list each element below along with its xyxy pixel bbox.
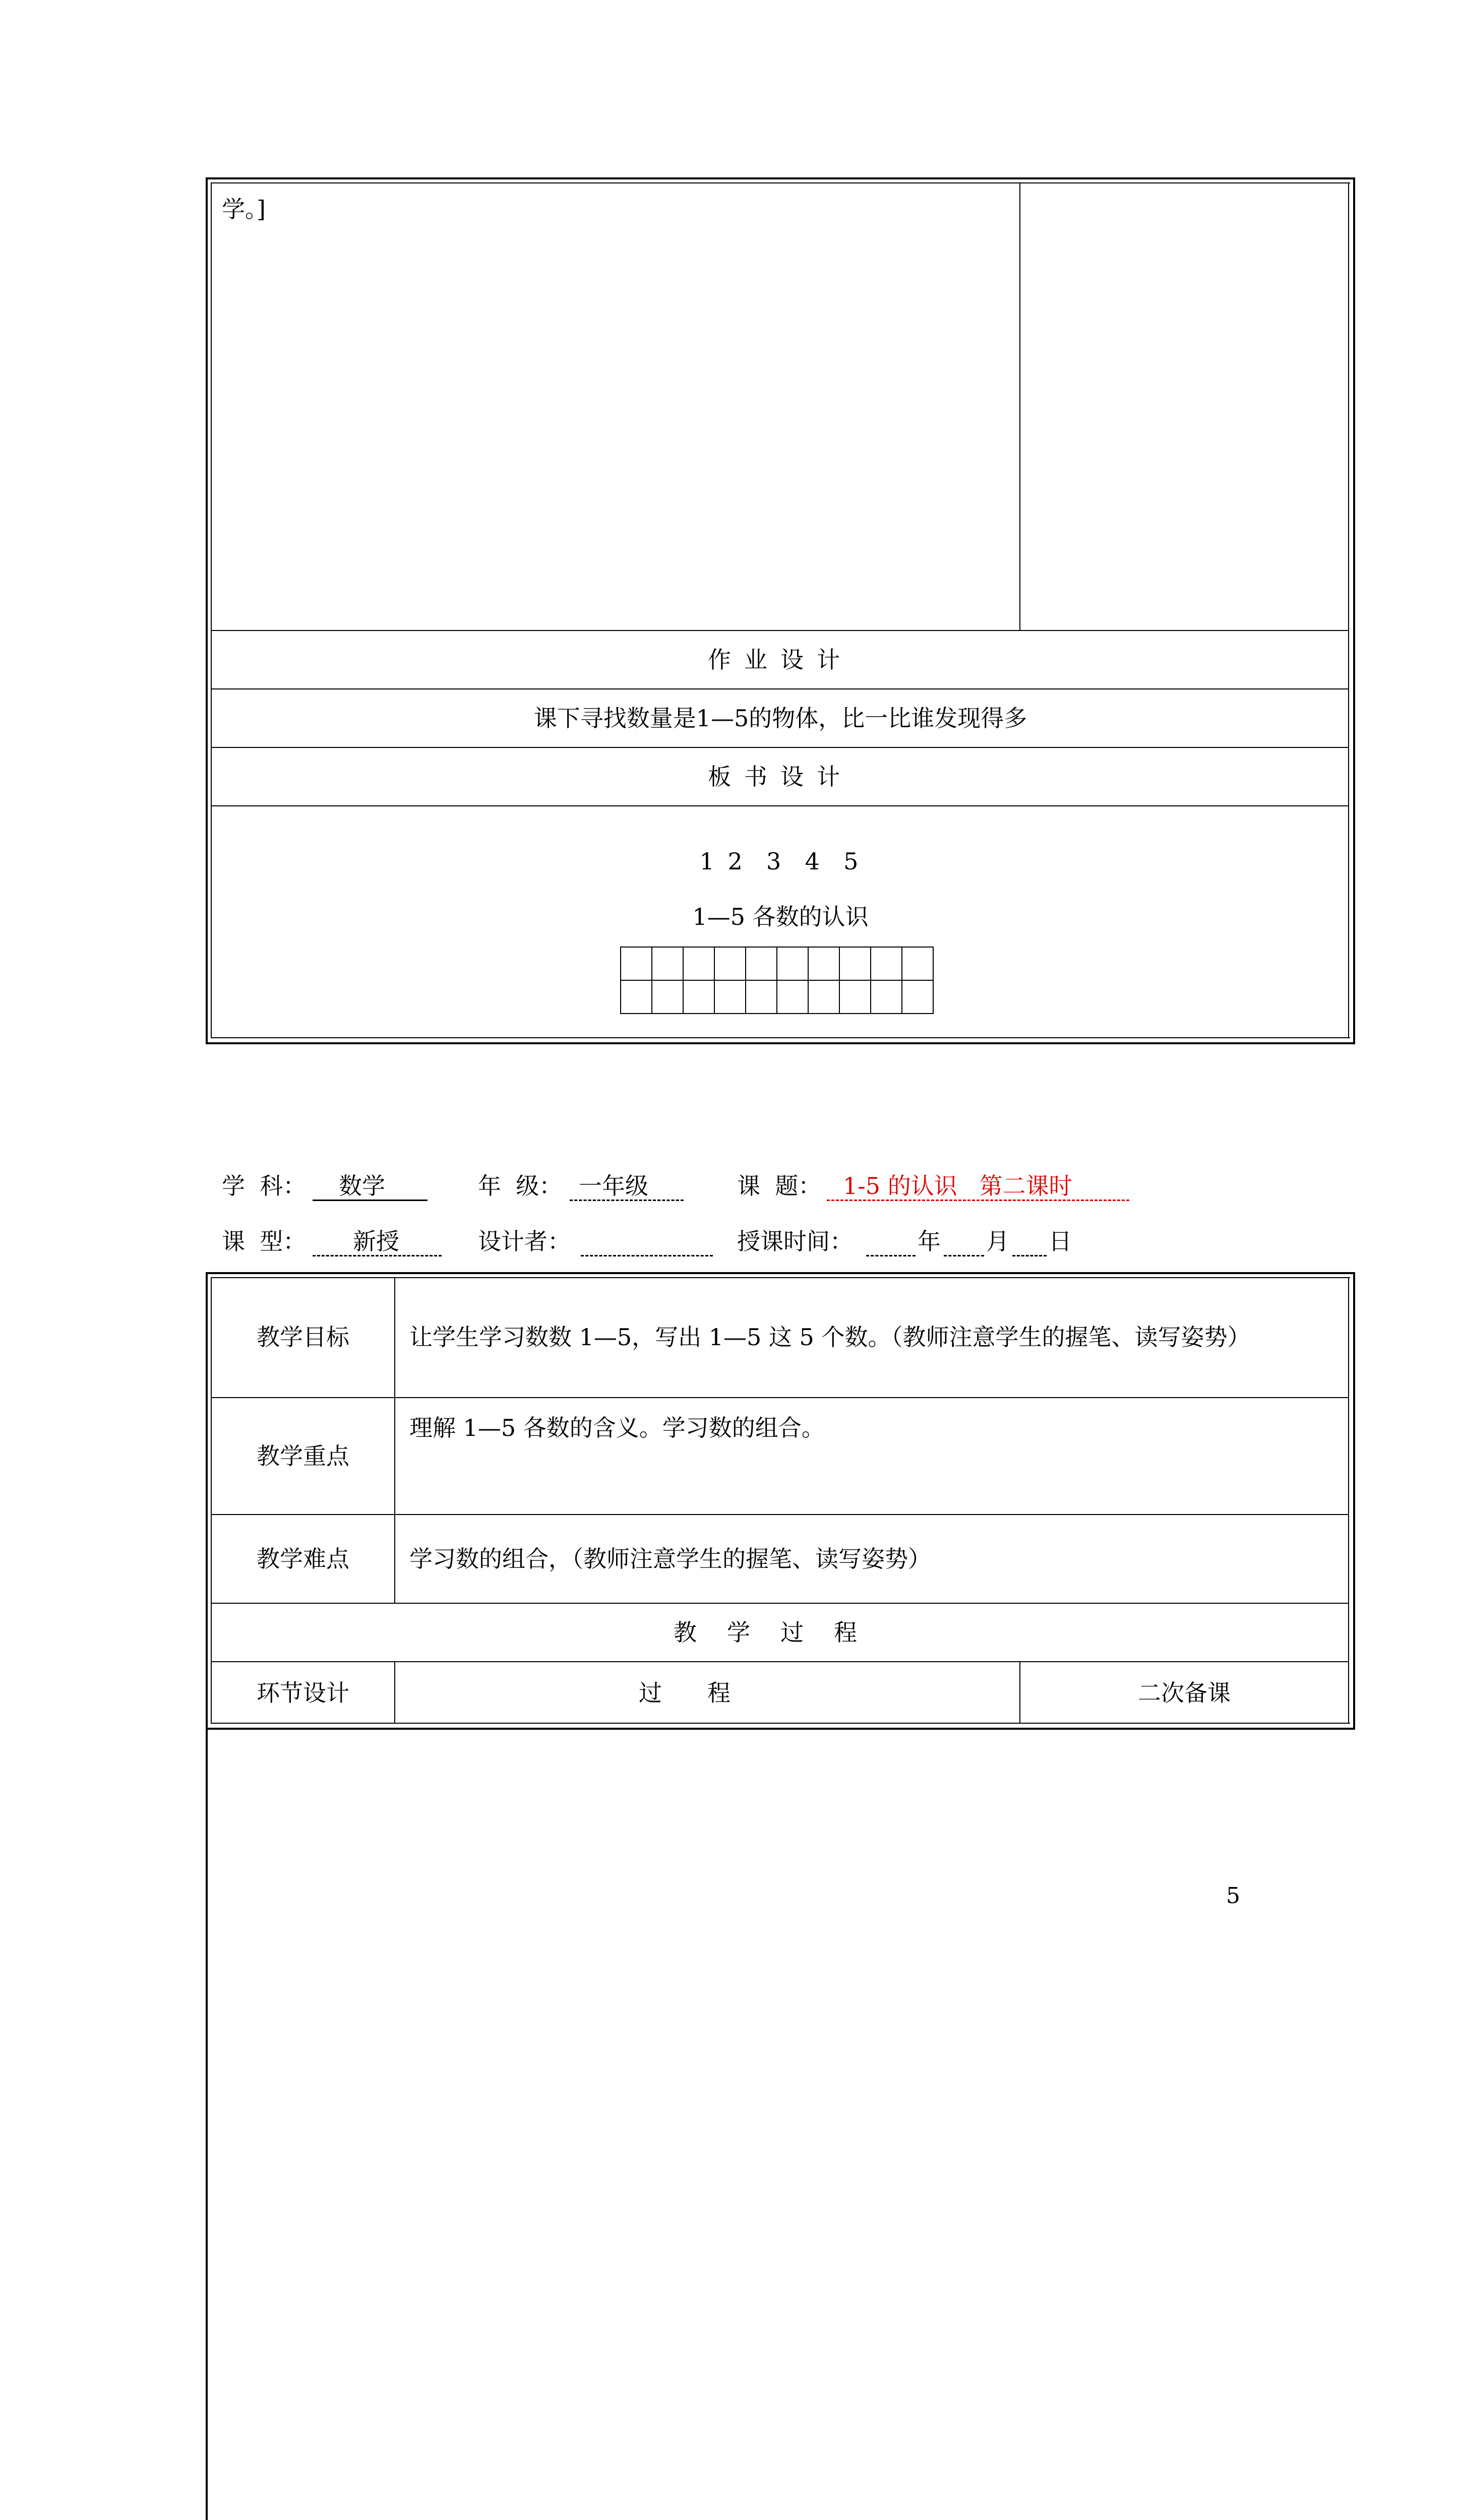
grade-label: 年 级： xyxy=(478,1172,563,1200)
designer-label: 设计者： xyxy=(478,1228,571,1255)
grid-cell xyxy=(745,980,777,1014)
homework-content: 课下寻找数量是1—5的物体，比一比谁发现得多 xyxy=(533,705,1027,732)
topic-label: 课 题： xyxy=(737,1172,822,1200)
grid-cell xyxy=(808,947,840,981)
col-second: 二次备课 xyxy=(1138,1679,1231,1707)
grade-value: 一年级 xyxy=(579,1172,648,1200)
grid-cell xyxy=(651,980,684,1014)
homework-heading: 作业设计 xyxy=(708,646,853,673)
grid-cell xyxy=(870,980,902,1014)
continued-text: 学。] xyxy=(222,196,266,223)
grid-cell xyxy=(839,980,871,1014)
day-char: 日 xyxy=(1049,1228,1072,1255)
grid-cell xyxy=(620,947,652,981)
grid-cell xyxy=(714,947,746,981)
subject-label: 学 科： xyxy=(222,1172,307,1200)
key-text: 理解 1—5 各数的含义。学习数的组合。 xyxy=(409,1414,825,1441)
grid-cell xyxy=(683,947,715,981)
grid-cell xyxy=(683,980,715,1014)
grid-cell xyxy=(839,947,871,981)
grid-cell xyxy=(745,947,777,981)
difficulty-text: 学习数的组合，（教师注意学生的握笔、读写姿势） xyxy=(409,1545,931,1572)
grid-cell xyxy=(870,947,902,981)
board-numbers: 1 2 3 4 5 xyxy=(699,848,862,875)
difficulty-label: 教学难点 xyxy=(257,1545,349,1572)
topic-value: 1-5 的认识 第二课时 xyxy=(843,1172,1072,1200)
col-stage: 环节设计 xyxy=(257,1679,349,1707)
grid-cell xyxy=(901,980,934,1014)
board-heading: 板书设计 xyxy=(708,763,853,790)
page-number: 5 xyxy=(1226,1883,1240,1909)
grid-cell xyxy=(776,980,809,1014)
type-label: 课 型： xyxy=(222,1228,307,1255)
subject-value: 数学 xyxy=(339,1172,385,1200)
grid-cell xyxy=(776,947,809,981)
grid-cell xyxy=(714,980,746,1014)
grid-cell xyxy=(651,947,684,981)
time-label: 授课时间： xyxy=(737,1228,853,1255)
grid-cell xyxy=(808,980,840,1014)
grid-cell xyxy=(620,980,652,1014)
grid-cell xyxy=(901,947,934,981)
board-title: 1—5 各数的认识 xyxy=(692,903,869,930)
month-char: 月 xyxy=(986,1228,1009,1255)
col-process: 过程 xyxy=(639,1679,776,1707)
goal-text: 让学生学习数数 1—5，写出 1—5 这 5 个数。（教师注意学生的握笔、读写姿势） xyxy=(409,1324,1251,1351)
writing-grid xyxy=(620,947,942,1015)
process-heading: 教学过程 xyxy=(674,1619,887,1646)
goal-label: 教学目标 xyxy=(257,1324,349,1351)
type-value: 新授 xyxy=(353,1228,399,1255)
year-char: 年 xyxy=(918,1228,941,1255)
key-label: 教学重点 xyxy=(257,1442,349,1470)
